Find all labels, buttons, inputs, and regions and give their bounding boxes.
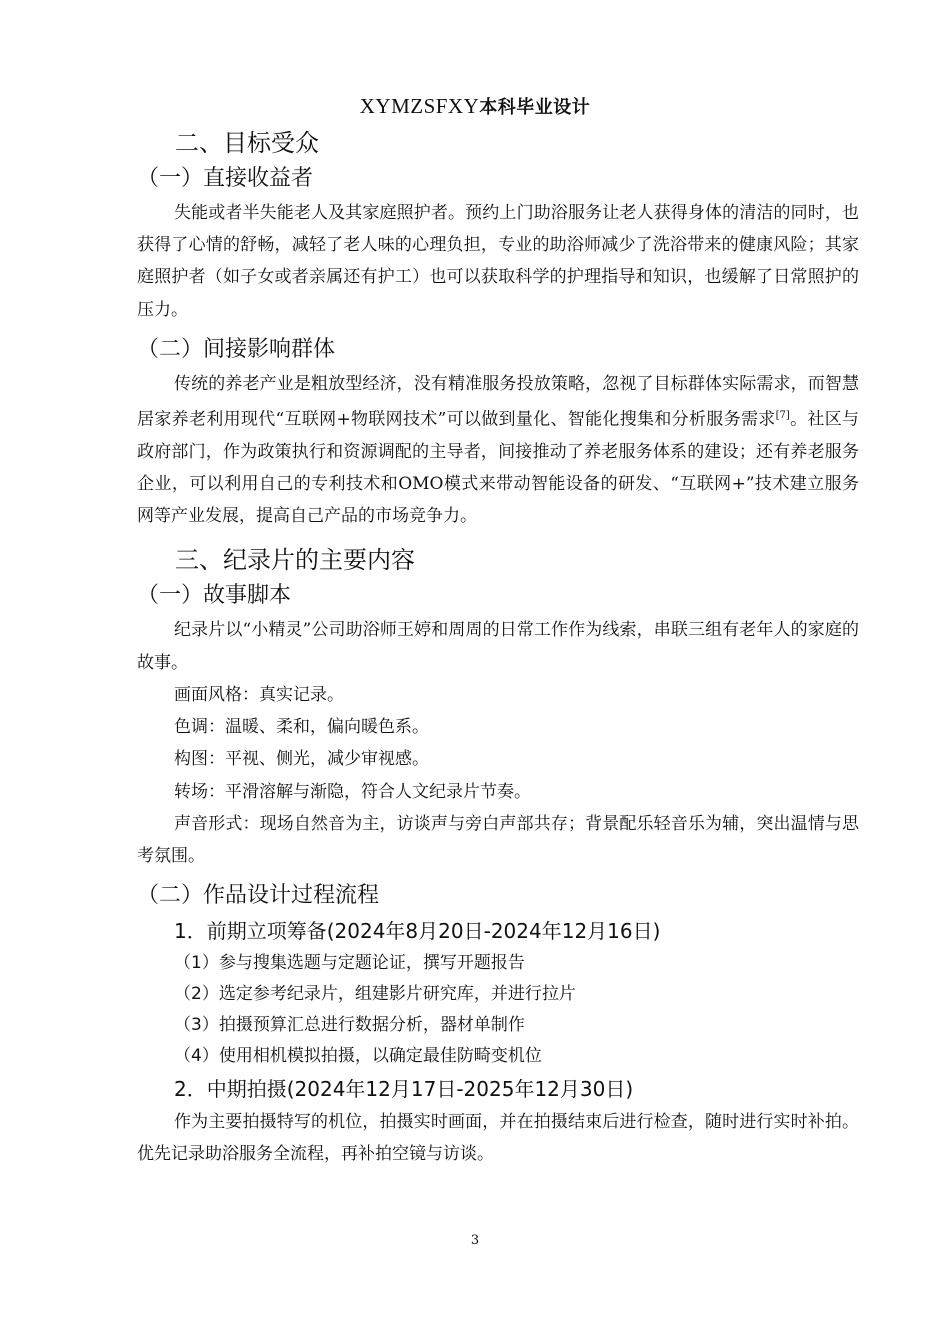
page-body	[137, 121, 859, 1171]
subsection-heading: （一）直接收益者	[137, 166, 314, 191]
paragraph-text: 传统的养老产业是粗放型经济，没有精准服务投放策略，忽视了目标群体实际需求，而智慧居家养老利用现代“互联网+物联网技术”可以做到量化、智能化搜集和分析服务需求	[137, 373, 859, 430]
list-item: （2）选定参考纪录片，组建影片研究库，并进行拉片	[174, 984, 576, 1005]
page-number: 3	[470, 1233, 480, 1248]
list-item: （1）参与搜集选题与定题论证，撰写开题报告	[174, 953, 525, 974]
subsection-heading: （一）故事脚本	[137, 583, 292, 609]
list-item: （3）拍摄预算汇总进行数据分析，器材单制作	[174, 1015, 525, 1036]
header-title: 本科毕业设计	[479, 97, 591, 118]
phase-heading: 2．中期拍摄(2024年12月17日-2025年12月30日)	[174, 1077, 634, 1102]
section-heading: 三、纪录片的主要内容	[175, 546, 415, 575]
page-header	[0, 92, 950, 122]
header-code: XYMZSFXY	[359, 94, 480, 118]
paragraph-text: 。社区与政府部门，作为政策执行和资源调配的主导者，间接推动了养老服务体系的建设；还有养老服务企业，可以利用自己的专利技术和OMO模式来带动智能设备的研发、“互联网+”技术建立服务网等产业发展，提高自己产品的市场竞争力。	[137, 409, 860, 527]
citation: [7]	[775, 410, 790, 422]
list-item: （4）使用相机模拟拍摄，以确定最佳防畸变机位	[174, 1046, 542, 1067]
paragraph: 纪录片以“小精灵”公司助浴师王婷和周周的日常工作作为线索，串联三组有老年人的家庭的故事。	[137, 620, 859, 673]
section-heading: 二、目标受众	[175, 129, 319, 157]
paragraph: 作为主要拍摄特写的机位，拍摄实时画面，并在拍摄结束后进行检查，随时进行实时补拍。优先记录助浴服务全流程，再补拍空镜与访谈。	[137, 1112, 859, 1165]
paragraph: 失能或者半失能老人及其家庭照护者。预约上门助浴服务让老人获得身体的清洁的同时，也获得了心情的舒畅，减轻了老人味的心理负担，专业的助浴师减少了洗浴带来的健康风险；其家庭照护者（如子女或者亲属还有护工）也可以获取科学的护理指导和知识，也缓解了日常照护的压力。	[137, 203, 859, 320]
subsection-heading: （二）作品设计过程流程	[137, 883, 380, 909]
phase-heading: 1．前期立项筹备(2024年8月20日-2024年12月16日)	[174, 919, 661, 944]
subsection-heading: （二）间接影响群体	[137, 336, 336, 362]
list-item: 构图：平视、侧光，减少审视感。	[174, 749, 429, 770]
paragraph: 声音形式：现场自然音为主，访谈声与旁白声部共存；背景配乐轻音乐为辅，突出温情与思考氛围。	[137, 813, 859, 866]
list-item: 色调：温暖、柔和，偏向暖色系。	[174, 717, 429, 738]
list-item: 转场：平滑溶解与渐隐，符合人文纪录片节奏。	[174, 781, 531, 802]
list-item: 画面风格：真实记录。	[174, 684, 344, 705]
paragraph	[137, 368, 859, 533]
